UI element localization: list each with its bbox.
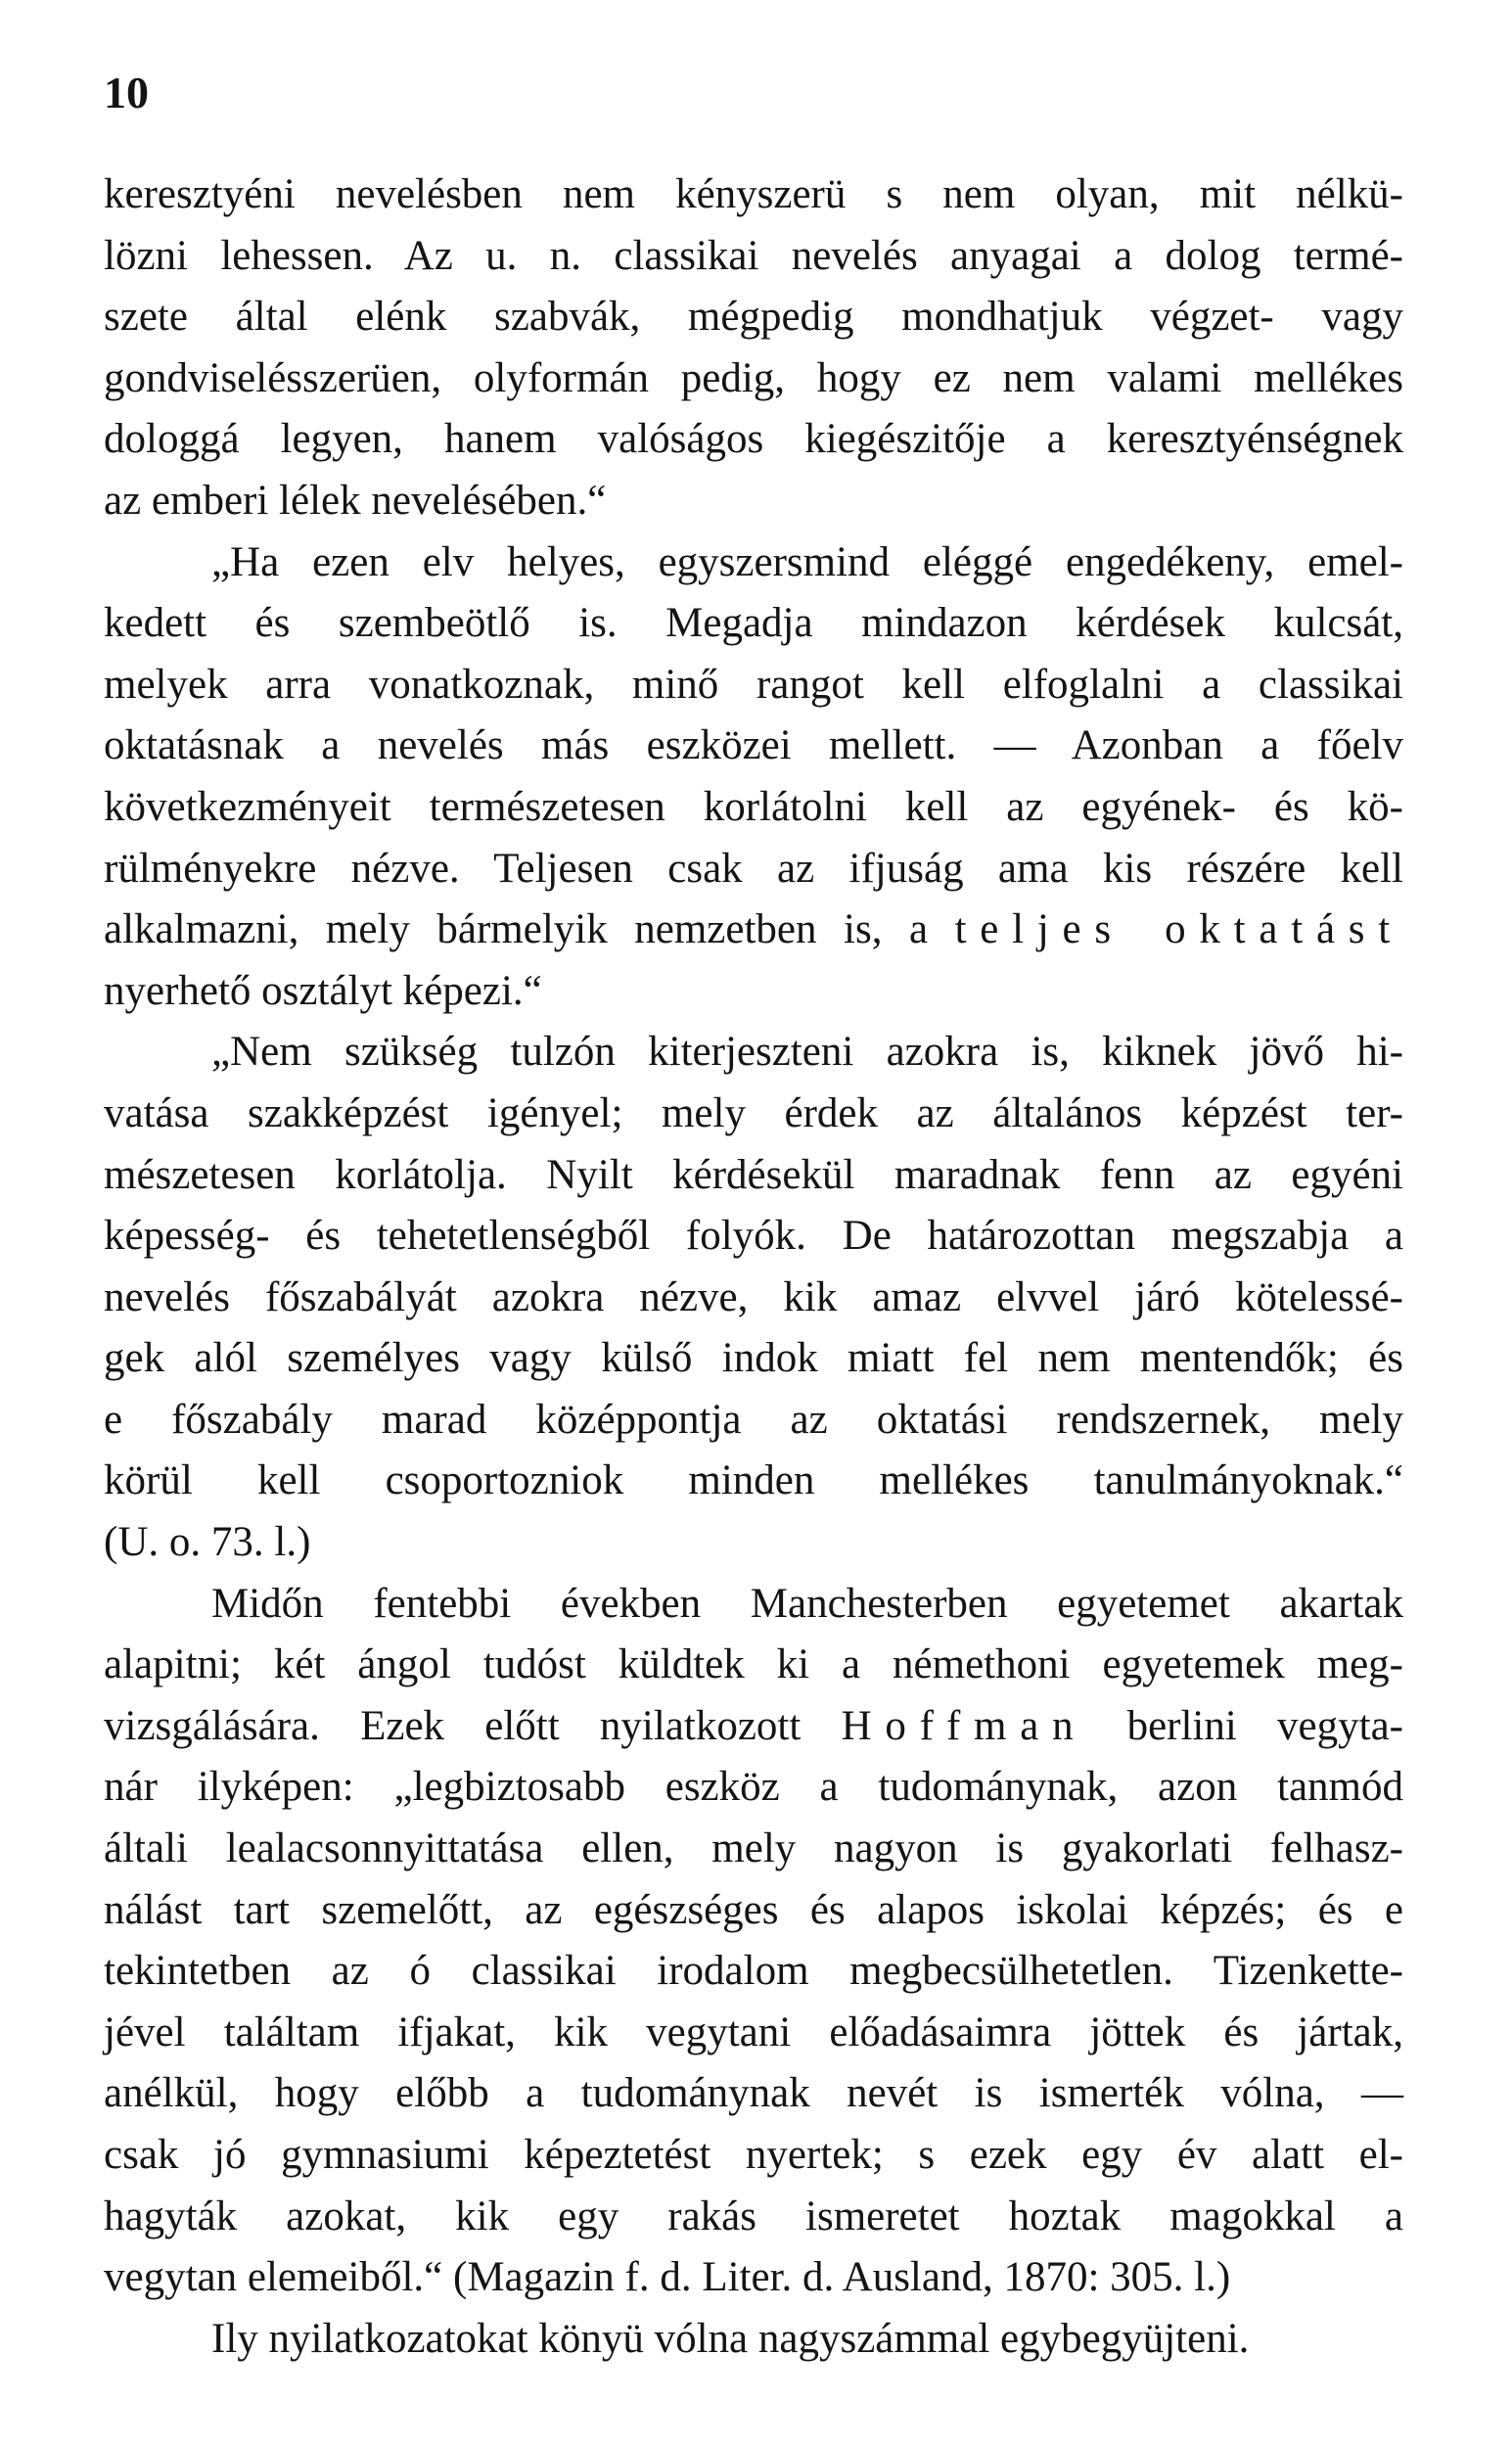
text-line: általi lealacsonnyittatása ellen, mely nagyon is gyakorlati felhasz- <box>104 1825 1403 1872</box>
text-line: dologgá legyen, hanem valóságos kiegészitője a keresztyénségnek <box>104 416 1403 463</box>
text-line: nár ilyképen: „legbiztosabb eszköz a tudománynak, azon tanmód <box>104 1764 1403 1811</box>
text-line: mészetesen korlátolja. Nyilt kérdésekül maradnak fenn az egyéni <box>104 1151 1403 1198</box>
text-line: jével találtam ifjakat, kik vegytani előadásaimra jöttek és jártak, <box>104 2008 1403 2055</box>
text-line: Midőn fentebbi években Manchesterben egyetemet akartak <box>211 1580 1403 1627</box>
text-line: kedett és szembeötlő is. Megadja mindazon kérdések kulcsát, <box>104 600 1403 647</box>
text-line: képesség- és tehetetlenségből folyók. De határozottan megszabja a <box>104 1213 1403 1260</box>
text-line: vatása szakképzést igényel; mely érdek az általános képzést ter- <box>104 1089 1403 1136</box>
paragraph-5 <box>104 2309 1403 2371</box>
page-number: 10 <box>104 68 149 117</box>
emphasis-spaced: teljes oktatást <box>954 906 1403 953</box>
text-line: következményeit természetesen korlátolni kell az egyének- és kö- <box>104 783 1403 830</box>
text-line: alapitni; két ángol tudóst küldtek ki a némethoni egyetemek meg- <box>104 1641 1403 1688</box>
text-line: tekintetben az ó classikai irodalom megbecsülhetetlen. Tizenkette- <box>104 1948 1403 1995</box>
text-line: oktatásnak a nevelés más eszközei mellett. — Azonban a főelv <box>104 722 1403 769</box>
text-line: „Nem szükség tulzón kiterjeszteni azokra is, kiknek jövő hi- <box>211 1029 1403 1076</box>
text-line: „Ha ezen elv helyes, egyszersmind eléggé engedékeny, emel- <box>211 538 1403 585</box>
text-line: anélkül, hogy előbb a tudománynak nevét is ismerték vólna, — <box>104 2070 1403 2117</box>
text-line: lözni lehessen. Az u. n. classikai nevelés anyagai a dolog termé- <box>104 232 1403 279</box>
paragraph-1 <box>104 164 1403 532</box>
paragraph-2 <box>104 532 1403 1023</box>
text-line: körül kell csoportozniok minden mellékes tanulmányoknak.“ <box>104 1457 1403 1504</box>
emphasis-spaced: Hoffman <box>841 1702 1087 1749</box>
text-line: (U. o. 73. l.) <box>104 1519 311 1566</box>
text-line: nyerhető osztályt képezi.“ <box>104 967 542 1014</box>
text-line: melyek arra vonatkoznak, minő rangot kell elfoglalni a classikai <box>104 661 1403 708</box>
text-line: keresztyéni nevelésben nem kényszerü s nem olyan, mit nélkü- <box>104 171 1403 217</box>
text-line: gek alól személyes vagy külső indok miatt fel nem mentendők; és <box>104 1335 1403 1382</box>
text-line: gondviselésszerüen, olyformán pedig, hogy ez nem valami mellékes <box>104 354 1403 401</box>
paragraph-4 <box>104 1574 1403 2309</box>
text-line: vegytan elemeiből.“ (Magazin f. d. Liter. d. Ausland, 1870: 305. l.) <box>104 2254 1231 2301</box>
text-line: csak jó gymnasiumi képeztetést nyertek; s ezek egy év alatt el- <box>104 2132 1403 2178</box>
text-line: rülményekre nézve. Teljesen csak az ifjuság ama kis részére kell <box>104 845 1403 892</box>
text-line: szete által elénk szabvák, mégpedig mondhatjuk végzet- vagy <box>104 294 1403 341</box>
text-line: alkalmazni, mely bármelyik nemzetben is, a teljes oktatást <box>104 906 1403 953</box>
text-line: vizsgálására. Ezek előtt nyilatkozott Hoffman berlini vegyta- <box>104 1702 1403 1749</box>
text-line: az emberi lélek nevelésében.“ <box>104 477 607 524</box>
body-text <box>104 164 1403 2370</box>
text-line: e főszabály marad középpontja az oktatási rendszernek, mely <box>104 1396 1403 1443</box>
paragraph-3 <box>104 1022 1403 1573</box>
text-line: nálást tart szemelőtt, az egészséges és alapos iskolai képzés; és e <box>104 1886 1403 1933</box>
text-line: nevelés főszabályát azokra nézve, kik amaz elvvel járó kötelessé- <box>104 1273 1403 1320</box>
text-line: hagyták azokat, kik egy rakás ismeretet hoztak magokkal a <box>104 2193 1403 2239</box>
text-line: Ily nyilatkozatokat könyü vólna nagyszámmal egybegyüjteni. <box>211 2315 1250 2362</box>
